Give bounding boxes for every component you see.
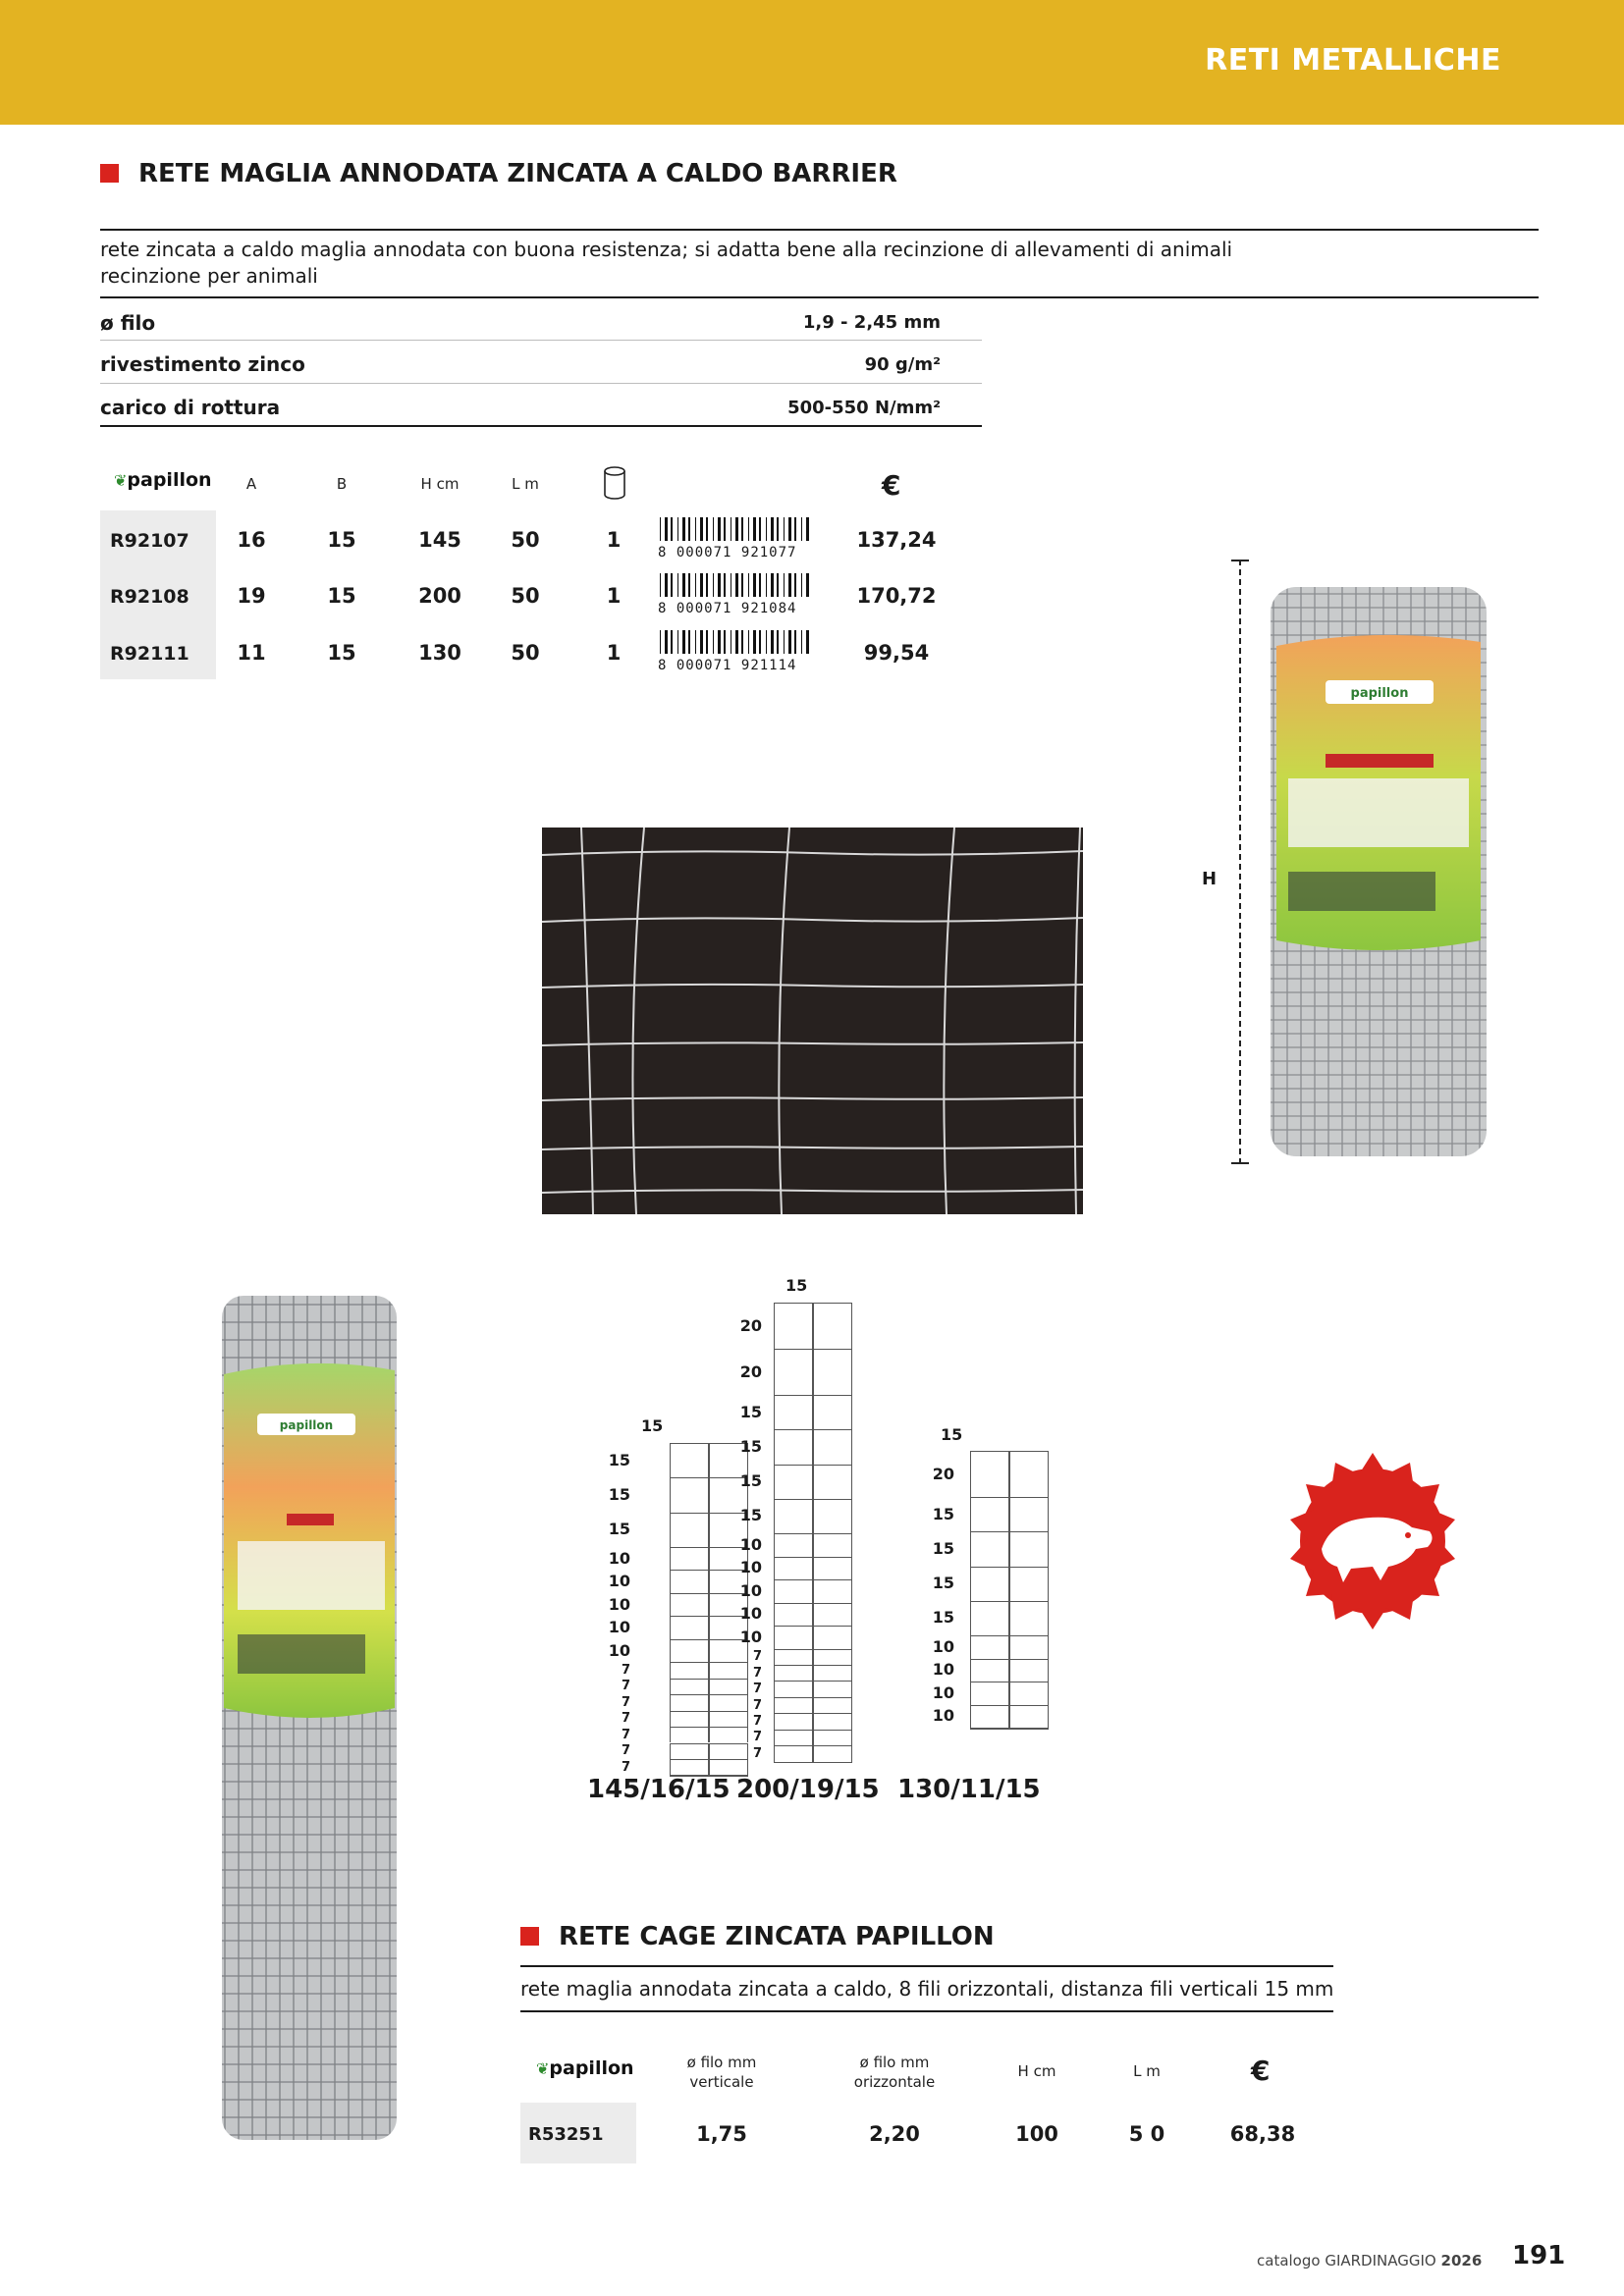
- cage-title-text: RETE CAGE ZINCATA PAPILLON: [559, 1922, 995, 1951]
- mesh-row: [774, 1395, 852, 1429]
- height-marker-label: H: [1202, 869, 1218, 889]
- mesh-row-label: 7: [752, 1682, 762, 1697]
- cell-qty: 1: [606, 584, 622, 608]
- wild-boar-badge-icon: [1282, 1451, 1463, 1631]
- mesh-row-label: 10: [608, 1572, 630, 1590]
- mesh-row: [774, 1303, 852, 1349]
- barcode: 8 000071 921077: [658, 517, 811, 561]
- mesh-row: [774, 1697, 852, 1713]
- mesh-row-label: 10: [739, 1580, 762, 1600]
- net-a-caption: 145/16/15: [587, 1775, 731, 1804]
- barcode: 8 000071 921114: [658, 630, 811, 673]
- spec-value: 90 g/m²: [864, 354, 941, 375]
- mesh-row-label: 7: [752, 1665, 762, 1681]
- mesh-row-label: 15: [608, 1484, 630, 1504]
- cell-h: 145: [418, 528, 461, 552]
- mesh-row-label: 10: [932, 1660, 954, 1680]
- net-a-top-label: 15: [641, 1416, 664, 1435]
- cell-a: 19: [237, 584, 266, 608]
- svg-text:papillon: papillon: [279, 1418, 334, 1432]
- mesh-row-label: 10: [608, 1594, 630, 1614]
- mesh-row-label: 7: [621, 1711, 630, 1727]
- barrier-specs: [100, 297, 982, 427]
- leaf-icon: ❦: [114, 471, 128, 490]
- divider: [520, 1965, 1333, 1967]
- section-title: RETI METALLICHE: [1205, 43, 1501, 78]
- spec-row: [100, 297, 982, 341]
- price: 137,24: [856, 528, 937, 552]
- barrier-description-1: rete zincata a caldo maglia annodata con buona resistenza; si adatta bene alla recinzione di allevamenti di animali: [100, 238, 1233, 261]
- cage-roll-photo: [218, 1296, 401, 2140]
- product-code: R53251: [528, 2124, 604, 2145]
- mesh-row-label: 10: [608, 1640, 630, 1660]
- price: 170,72: [856, 584, 937, 608]
- mesh-row: [774, 1730, 852, 1745]
- mesh-row-label: 15: [608, 1520, 630, 1539]
- column-header-filo-verticale: ø filo mm verticale: [686, 2054, 757, 2091]
- price: 68,38: [1229, 2122, 1296, 2146]
- mesh-row: [970, 1682, 1049, 1705]
- mesh-row-label: 20: [739, 1362, 762, 1381]
- divider: [520, 2010, 1333, 2012]
- mesh-row-label: 7: [621, 1694, 630, 1710]
- column-header-l: L m: [512, 475, 539, 493]
- mesh-row: [774, 1465, 852, 1499]
- mesh-diagrams: [579, 1276, 1051, 1826]
- spec-row: [100, 341, 982, 384]
- mesh-row-label: 15: [739, 1506, 762, 1525]
- mesh-row: [970, 1531, 1049, 1566]
- mesh-row: [774, 1533, 852, 1557]
- mesh-row: [774, 1603, 852, 1627]
- cell-l: 5 0: [1128, 2122, 1165, 2146]
- net-b-caption: 200/19/15: [736, 1775, 880, 1804]
- column-header-h: H cm: [420, 475, 460, 493]
- cell-h: 100: [1015, 2122, 1058, 2146]
- net-b-top-label: 15: [785, 1276, 808, 1295]
- spec-label: ø filo: [100, 311, 156, 335]
- cell-l: 50: [511, 528, 540, 552]
- cell-h: 200: [418, 584, 461, 608]
- barcode: 8 000071 921084: [658, 573, 811, 616]
- barcode-bars: [658, 630, 811, 654]
- cage-title: [520, 1922, 995, 1951]
- mesh-row-label: 7: [752, 1745, 762, 1761]
- mesh-row-label: 10: [932, 1706, 954, 1726]
- svg-text:papillon: papillon: [1350, 686, 1409, 701]
- mesh-row: [774, 1681, 852, 1696]
- mesh-row-label: 7: [621, 1743, 630, 1759]
- euro-icon: €: [1251, 2055, 1271, 2087]
- product-code: R92107: [110, 530, 189, 552]
- height-marker-line: [1239, 560, 1243, 1164]
- product-code: R92111: [110, 643, 189, 665]
- divider: [100, 229, 1539, 231]
- mesh-row: [970, 1659, 1049, 1682]
- mesh-row-label: 7: [752, 1697, 762, 1713]
- mesh-row-label: 15: [608, 1450, 630, 1469]
- barrier-description-2: recinzione per animali: [100, 264, 318, 288]
- papillon-logo: ❦papillon: [536, 2057, 634, 2079]
- mesh-row-label: 15: [739, 1436, 762, 1456]
- mesh-row-label: 15: [739, 1402, 762, 1421]
- mesh-row-label: 7: [752, 1730, 762, 1745]
- net-closeup-photo: [542, 828, 1083, 1214]
- spec-label: rivestimento zinco: [100, 352, 305, 376]
- spec-value: 500-550 N/mm²: [787, 398, 941, 418]
- column-header-a: A: [245, 475, 257, 493]
- mesh-row-label: 10: [739, 1604, 762, 1624]
- mesh-row-label: 7: [621, 1679, 630, 1694]
- mesh-row: [670, 1759, 748, 1775]
- mesh-row-label: 15: [739, 1471, 762, 1491]
- red-square-icon: [100, 164, 119, 183]
- mesh-row: [970, 1567, 1049, 1601]
- red-square-icon: [520, 1927, 539, 1946]
- price: 99,54: [863, 641, 930, 665]
- barrier-title: [100, 159, 897, 188]
- mesh-row-label: 15: [932, 1538, 954, 1558]
- mesh-row-label: 10: [739, 1558, 762, 1577]
- mesh-row: [970, 1497, 1049, 1531]
- net-c-top-label: 15: [941, 1425, 963, 1444]
- mesh-row: [774, 1499, 852, 1533]
- barcode-bars: [658, 517, 811, 541]
- mesh-row: [774, 1579, 852, 1603]
- mesh-row-label: 7: [752, 1649, 762, 1665]
- mesh-row: [774, 1745, 852, 1761]
- mesh-row: [970, 1635, 1049, 1659]
- mesh-row-label: 10: [739, 1627, 762, 1646]
- spec-label: carico di rottura: [100, 396, 281, 419]
- mesh-row: [970, 1601, 1049, 1635]
- mesh-row-label: 20: [932, 1464, 954, 1483]
- cell-b: 15: [327, 528, 356, 552]
- mesh-row: [774, 1649, 852, 1665]
- mesh-row: [774, 1349, 852, 1395]
- cell-b: 15: [327, 641, 356, 665]
- mesh-row: [970, 1451, 1049, 1497]
- cell-qty: 1: [606, 528, 622, 552]
- mesh-row-label: 10: [739, 1534, 762, 1554]
- mesh-row-label: 10: [608, 1548, 630, 1568]
- mesh-row-label: 15: [932, 1608, 954, 1628]
- mesh-row-label: 7: [621, 1662, 630, 1678]
- cell-a: 11: [237, 641, 266, 665]
- barrier-roll-photo: [1267, 587, 1490, 1156]
- leaf-icon: ❦: [536, 2059, 550, 2078]
- cell-l: 50: [511, 584, 540, 608]
- cell-a: 16: [237, 528, 266, 552]
- cell-filo-orizzontale: 2,20: [869, 2122, 920, 2146]
- cell-l: 50: [511, 641, 540, 665]
- roll-icon: [602, 466, 627, 504]
- mesh-row-label: 7: [621, 1727, 630, 1742]
- mesh-row: [774, 1713, 852, 1729]
- net-c-caption: 130/11/15: [897, 1775, 1041, 1804]
- column-header-h: H cm: [1017, 2062, 1056, 2080]
- mesh-row: [774, 1557, 852, 1580]
- spec-row: [100, 384, 982, 427]
- mesh-row-label: 10: [932, 1682, 954, 1702]
- mesh-row: [970, 1705, 1049, 1729]
- column-header-filo-orizzontale: ø filo mm orizzontale: [853, 2054, 936, 2091]
- footer-catalog: catalogo GIARDINAGGIO 2026: [1257, 2252, 1483, 2269]
- column-header-b: B: [336, 475, 348, 493]
- mesh-row: [774, 1665, 852, 1681]
- mesh-row-label: 10: [608, 1618, 630, 1636]
- mesh-row-label: 15: [932, 1574, 954, 1593]
- cell-filo-verticale: 1,75: [696, 2122, 747, 2146]
- page-number: 191: [1512, 2241, 1566, 2270]
- product-code: R92108: [110, 586, 189, 608]
- column-header-l: L m: [1133, 2062, 1161, 2080]
- euro-icon: €: [882, 469, 901, 502]
- mesh-row-label: 20: [739, 1315, 762, 1335]
- cell-qty: 1: [606, 641, 622, 665]
- mesh-row-label: 10: [932, 1636, 954, 1656]
- mesh-row-label: 7: [752, 1714, 762, 1730]
- mesh-row: [774, 1429, 852, 1464]
- mesh-row: [774, 1626, 852, 1649]
- mesh-row-label: 15: [932, 1504, 954, 1523]
- cage-description: rete maglia annodata zincata a caldo, 8 fili orizzontali, distanza fili verticali 15 mm: [520, 1977, 1334, 2001]
- mesh-row-label: 7: [621, 1759, 630, 1775]
- papillon-logo: ❦papillon: [114, 469, 212, 491]
- barcode-bars: [658, 573, 811, 597]
- spec-value: 1,9 - 2,45 mm: [802, 312, 941, 333]
- cell-b: 15: [327, 584, 356, 608]
- cell-h: 130: [418, 641, 461, 665]
- barrier-title-text: RETE MAGLIA ANNODATA ZINCATA A CALDO BARRIER: [138, 159, 897, 188]
